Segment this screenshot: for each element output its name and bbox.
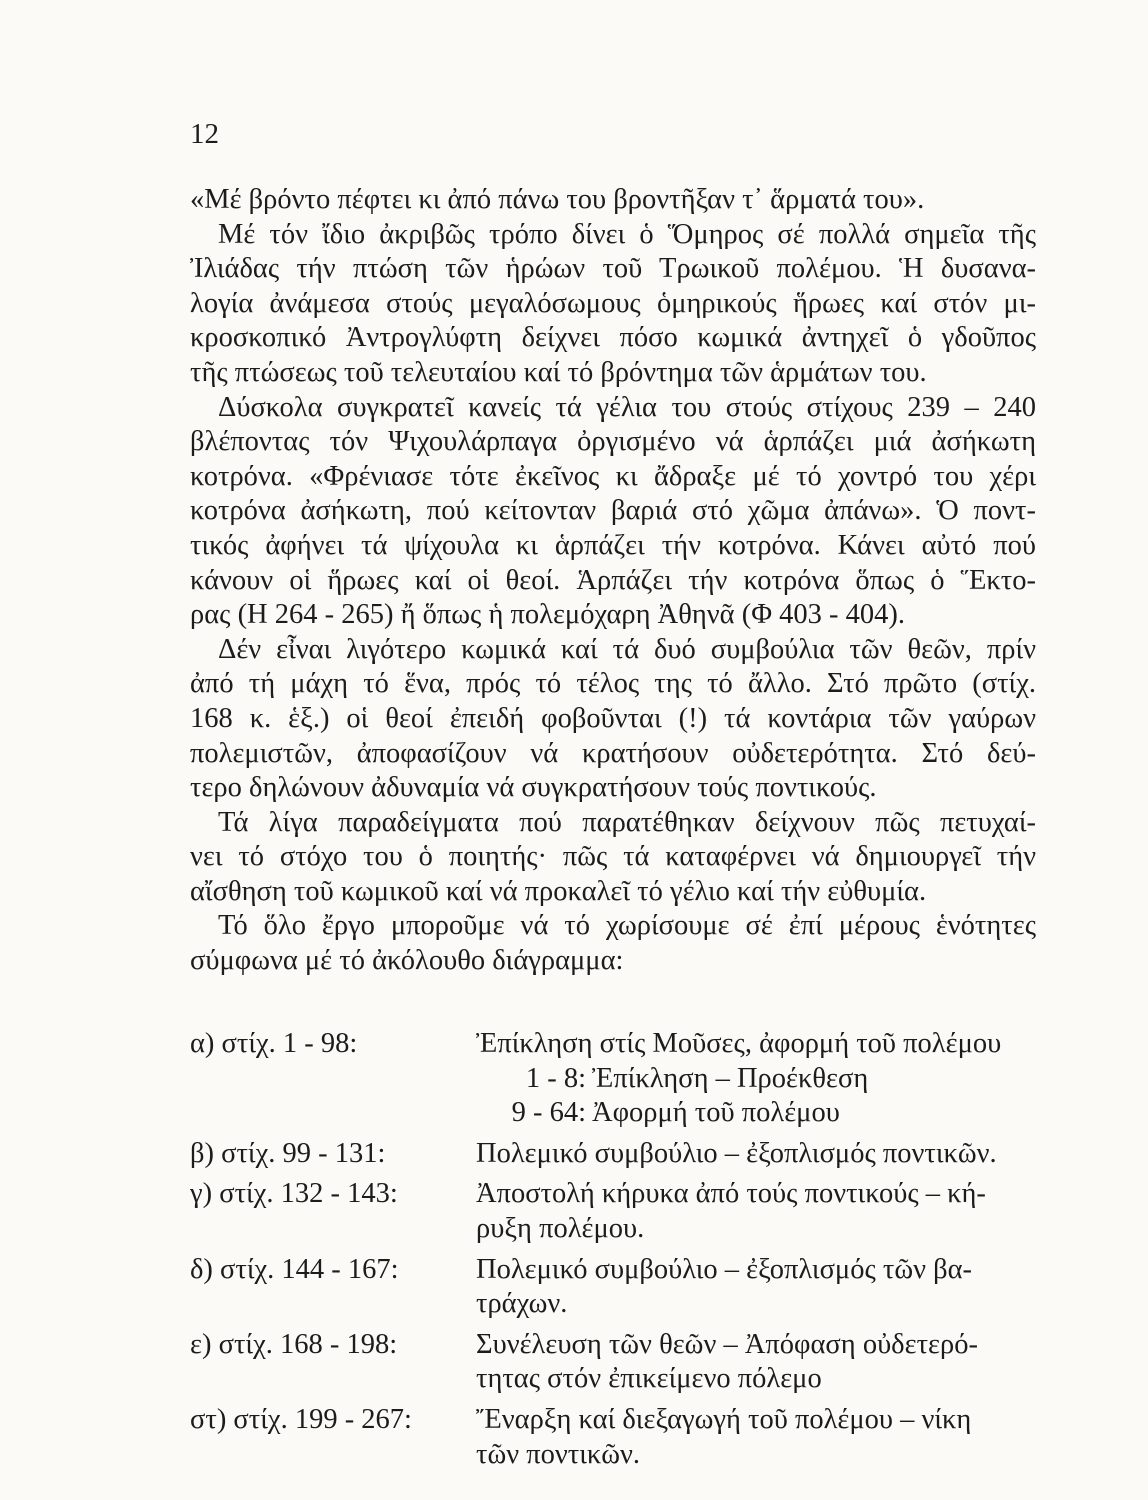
text-line: νει τό στόχο του ὁ ποιητής· πῶς τά καταφέρνει νά δημιουργεῖ τήν <box>190 841 1036 873</box>
paragraph <box>190 218 1036 391</box>
outline-subsection <box>476 1096 1036 1131</box>
paragraph <box>190 909 1036 978</box>
text-line: αἴσθηση τοῦ κωμικοῦ καί νά προκαλεῖ τό γέλιο καί τήν εὐθυμία. <box>190 875 927 907</box>
text-line: κοτρόνα. «Φρένιασε τότε ἐκεῖνος κι ἄδραξε μέ τό χοντρό του χέρι <box>190 460 1036 492</box>
outline-diagram <box>190 1027 1036 1478</box>
text-line: τερο δηλώνουν ἀδυναμία νά συγκρατήσουν τούς ποντικούς. <box>190 772 877 804</box>
text-line: κοτρόνα ἀσήκωτη, πού κείτονταν βαριά στό χῶμα ἀπάνω». Ὁ ποντ- <box>190 495 1036 527</box>
outline-description: τητας στόν ἐπικείμενο πόλεμο <box>476 1363 822 1395</box>
text-line: κροσκοπικό Ἀντρογλύφτη δείχνει πόσο κωμικά ἀντηχεῖ ὁ γδοῦπος <box>190 322 1036 354</box>
outline-verse-range <box>190 1212 476 1247</box>
text-line: Δέν εἶναι λιγότερο κωμικά καί τά δυό συμβούλια τῶν θεῶν, πρίν <box>218 633 1036 665</box>
text-line: σύμφωνα μέ τό ἀκόλουθο διάγραμμα: <box>190 945 624 977</box>
text-line: ἀπό τή μάχη τό ἕνα, πρός τό τέλος της τό ἄλλο. Στό πρῶτο (στίχ. <box>190 668 1036 700</box>
outline-verse-range: β) στίχ. 99 - 131: <box>190 1137 386 1169</box>
outline-verse-range: δ) στίχ. 144 - 167: <box>190 1253 399 1285</box>
outline-verse-range: α) στίχ. 1 - 98: <box>190 1028 358 1059</box>
text-line: «Μέ βρόντο πέφτει κι ἀπό πάνω του βροντῆξαν τ᾽ ἅρματά του». <box>190 184 925 215</box>
outline-description: Πολεμικό συμβούλιο – ἐξοπλισμός τῶν βα- <box>476 1253 973 1285</box>
text-line: Τό ὅλο ἔργο μπορoῦμε νά τό χωρίσουμε σέ ἐπί μέρους ἑνότητες <box>218 910 1036 942</box>
text-line: 168 κ. ἑξ.) οἱ θεοί ἐπειδή φοβοῦνται (!) τά κοντάρια τῶν γαύρων <box>190 702 1036 734</box>
outline-entry <box>190 1253 1036 1328</box>
paragraph <box>190 183 1036 218</box>
outline-description: Ἐπίκληση στίς Μοῦσες, ἀφορμή τοῦ πολέμου <box>476 1028 1002 1059</box>
text-line: πολεμιστῶν, ἀποφασίζουν νά κρατήσουν οὐδετερότητα. Στό δεύ- <box>190 737 1036 769</box>
text-line: Μέ τόν ἴδιο ἀκριβῶς τρόπο δίνει ὁ Ὅμηρος σέ πολλά σημεῖα τῆς <box>218 218 1036 250</box>
paragraph <box>190 633 1036 806</box>
text-line: Δύσκολα συγκρατεῖ κανείς τά γέλια του στούς στίχους 239 – 240 <box>218 391 1036 423</box>
outline-verse-range: γ) στίχ. 132 - 143: <box>190 1178 398 1210</box>
outline-description: Συνέλευση τῶν θεῶν – Ἀπόφαση οὐδετερό- <box>476 1328 978 1360</box>
page-number: 12 <box>190 118 219 150</box>
outline-entry <box>190 1403 1036 1478</box>
outline-entry <box>190 1027 1036 1137</box>
outline-verse-range <box>190 1287 476 1322</box>
text-line: τῆς πτώσεως τοῦ τελευταίου καί τό βρόντημα τῶν ἁρμάτων του. <box>190 356 927 388</box>
outline-entry <box>190 1177 1036 1252</box>
subsection-text: Ἐπίκληση – Προέκθεση <box>592 1062 869 1094</box>
paragraph <box>190 806 1036 910</box>
text-line: Τά λίγα παραδείγματα πού παρατέθηκαν δείχνουν πῶς πετυχαί- <box>218 806 1036 838</box>
text-line: Ἰλιάδας τήν πτώση τῶν ἡρώων τοῦ Τρωικοῦ πολέμου. Ἡ δυσανα- <box>190 253 1036 285</box>
text-line: λογία ἀνάμεσα στούς μεγαλόσωμους ὁμηρικούς ἥρωες καί στόν μι- <box>190 287 1036 319</box>
outline-description: τράχων. <box>476 1288 568 1320</box>
subsection-range: 9 - 64: <box>511 1097 586 1129</box>
outline-entry <box>190 1328 1036 1403</box>
body-text <box>190 183 1036 979</box>
outline-description: Πολεμικό συμβούλιο – ἐξοπλισμός ποντικῶν. <box>476 1137 997 1169</box>
outline-verse-range <box>190 1438 476 1473</box>
text-line: ρας (Η 264 - 265) ἤ ὅπως ἡ πολεμόχαρη Ἀθηνᾶ (Φ 403 - 404). <box>190 599 906 631</box>
outline-description: τῶν ποντικῶν. <box>476 1438 641 1470</box>
outline-description: Ἔναρξη καί διεξαγωγή τοῦ πολέμου – νίκη <box>476 1403 972 1435</box>
text-line: τικός ἀφήνει τά ψίχουλα κι ἁρπάζει τήν κοτρόνα. Κάνει αὐτό πού <box>190 529 1036 561</box>
outline-verse-range <box>190 1362 476 1397</box>
outline-description: Ἀποστολή κήρυκα ἀπό τούς ποντικούς – κή- <box>476 1178 986 1210</box>
subsection-text: Ἀφορμή τοῦ πολέμου <box>592 1097 840 1129</box>
outline-verse-range: ε) στίχ. 168 - 198: <box>190 1328 398 1360</box>
text-line: κάνουν οἱ ἥρωες καί οἱ θεοί. Ἁρπάζει τήν κοτρόνα ὅπως ὁ Ἕκτο- <box>190 564 1036 596</box>
paragraph <box>190 391 1036 633</box>
subsection-range: 1 - 8: <box>525 1062 586 1094</box>
outline-entry <box>190 1137 1036 1178</box>
outline-subsection <box>476 1062 1036 1097</box>
text-line: βλέποντας τόν Ψιχουλάρπαγα ὀργισμένο νά ἁρπάζει μιά ἀσήκωτη <box>190 426 1036 458</box>
outline-verse-range: στ) στίχ. 199 - 267: <box>190 1403 412 1435</box>
outline-description: ρυξη πολέμου. <box>476 1212 645 1244</box>
